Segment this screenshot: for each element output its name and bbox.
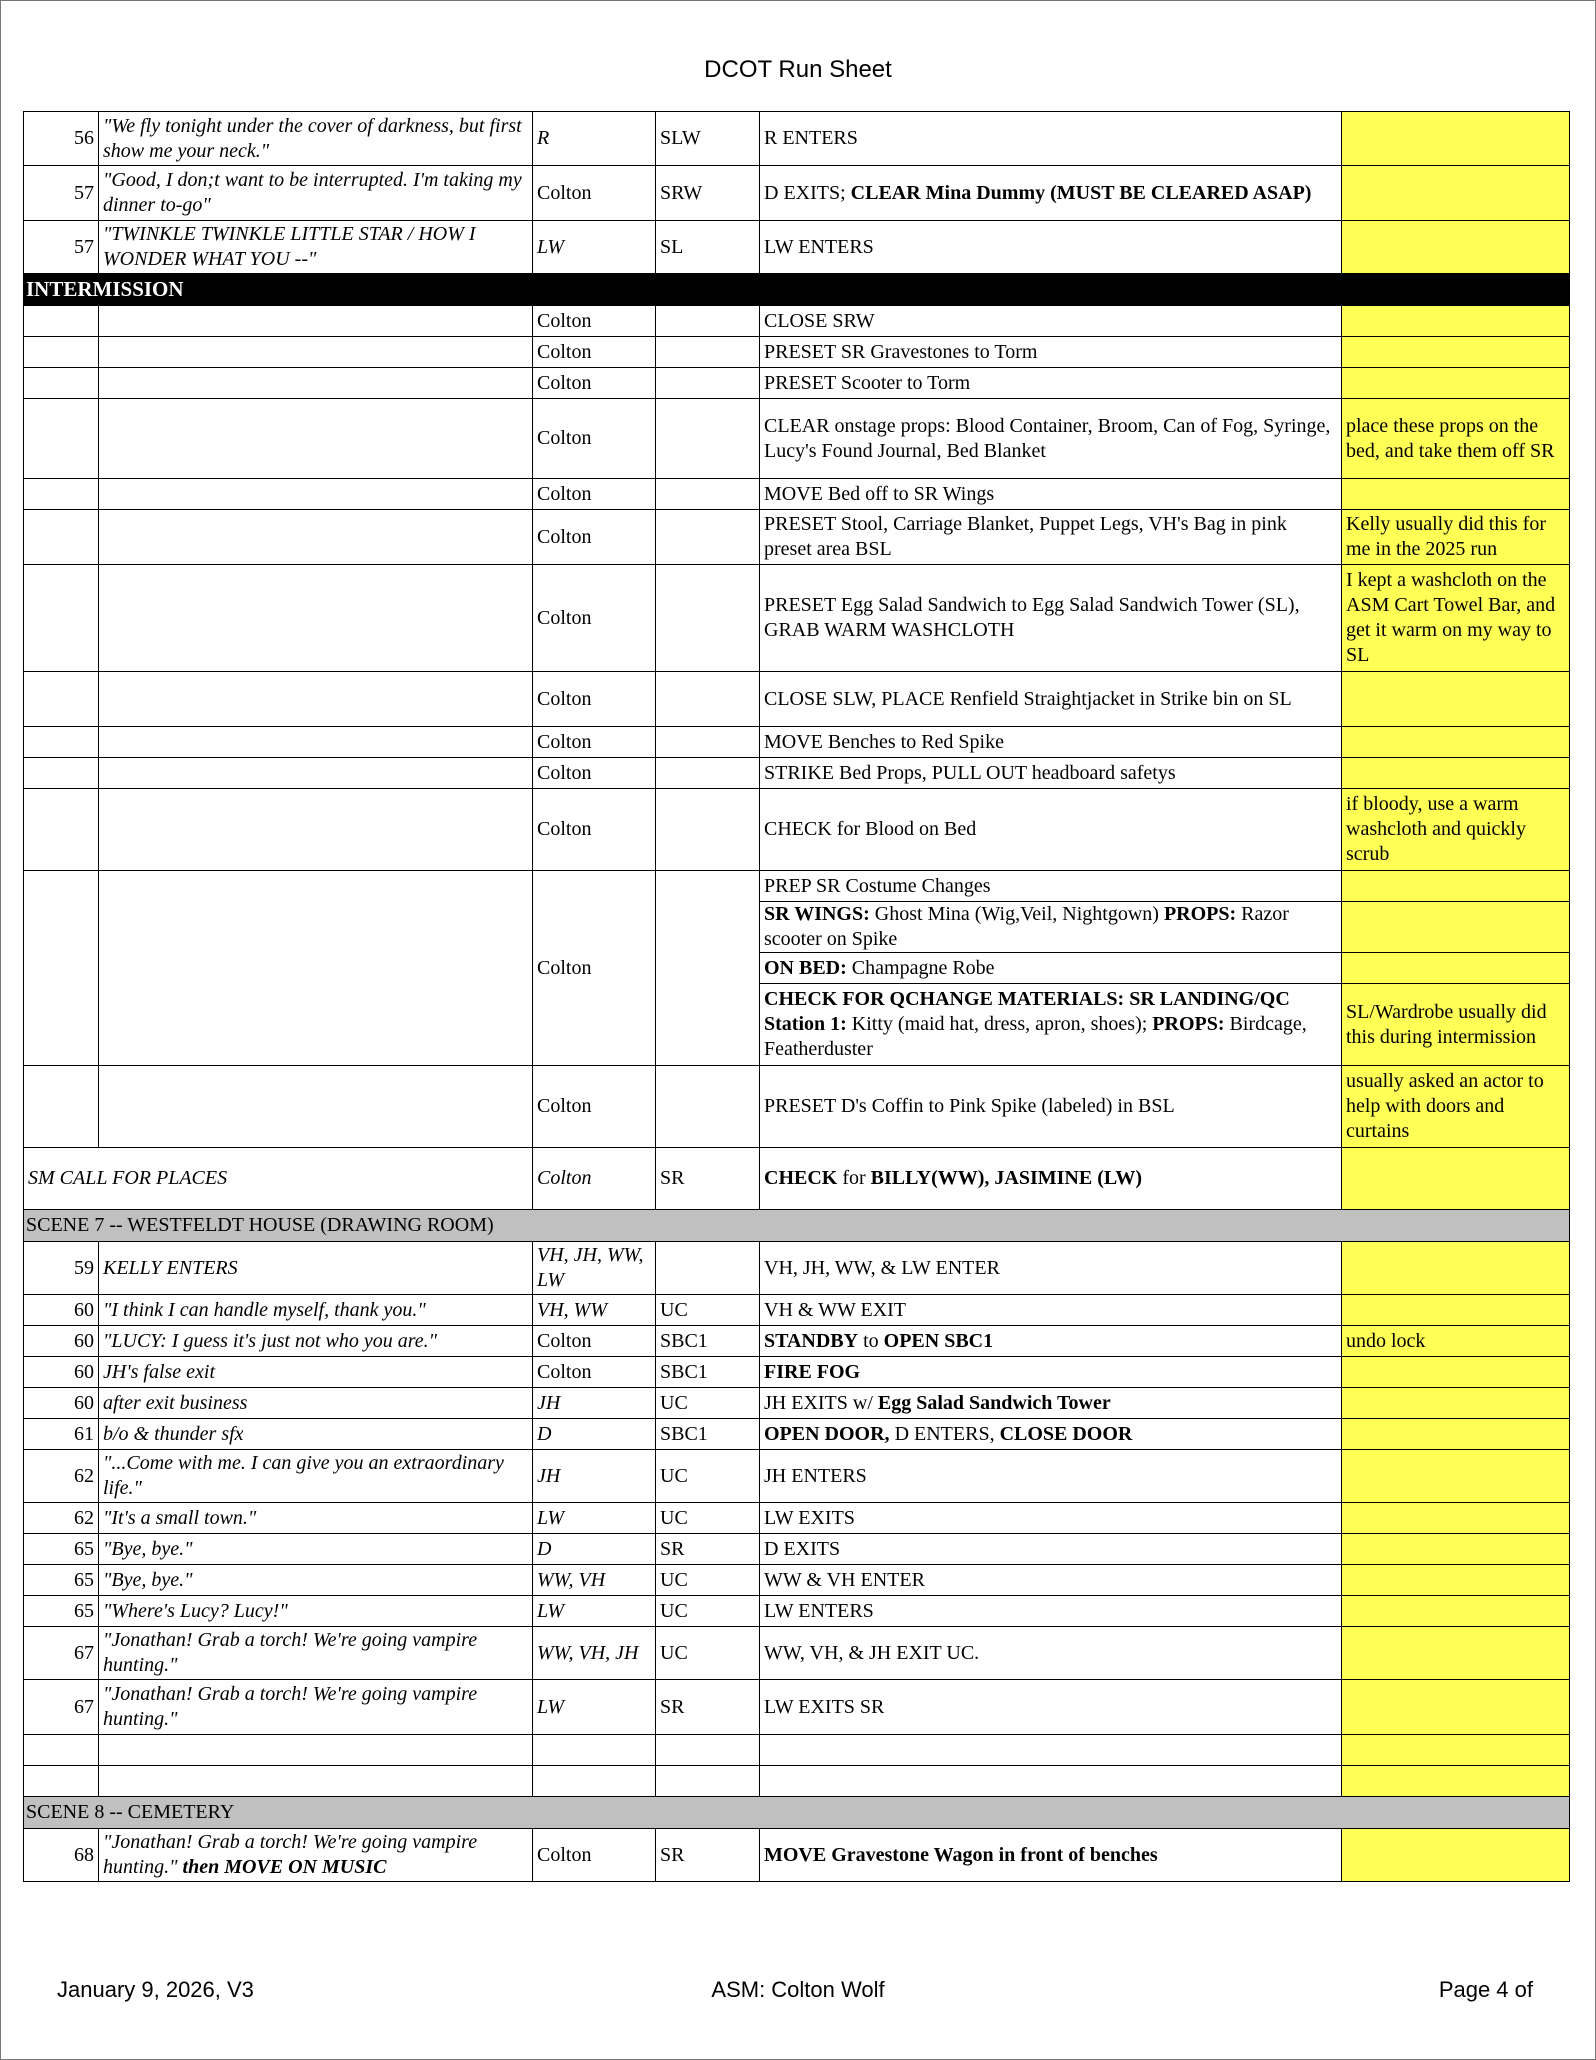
who-cell: Colton — [533, 1357, 656, 1388]
table-row — [24, 510, 1570, 565]
location-cell: SR — [656, 1829, 760, 1882]
action-cell — [760, 1388, 1342, 1419]
footer-page-number: Page 4 of — [1438, 1977, 1533, 2002]
who-cell: Colton — [533, 510, 656, 565]
location-cell: UC — [656, 1627, 760, 1680]
action-bold: OPEN SBC1 — [883, 1329, 994, 1352]
table-row — [24, 1534, 1570, 1565]
action-cell: MOVE Benches to Red Spike — [760, 727, 1342, 758]
cue-line: "We fly tonight under the cover of darkness, but first show me your neck." — [99, 112, 533, 166]
cue-line: b/o & thunder sfx — [99, 1419, 533, 1450]
who-cell: Colton — [533, 479, 656, 510]
who-cell: LW — [533, 221, 656, 274]
table-row — [24, 1680, 1570, 1735]
who-cell: Colton — [533, 306, 656, 337]
note-cell — [1342, 166, 1570, 221]
note-cell — [1342, 902, 1570, 953]
note-cell — [1342, 1829, 1570, 1882]
who-cell: Colton — [533, 399, 656, 479]
table-row — [24, 368, 1570, 399]
action-cell: LW EXITS SR — [760, 1680, 1342, 1735]
note-cell: if bloody, use a warm washcloth and quickly scrub — [1342, 789, 1570, 871]
action-text: D ENTERS, — [889, 1422, 1000, 1445]
table-row — [24, 1066, 1570, 1148]
action-cell — [760, 953, 1342, 984]
table-row — [24, 1735, 1570, 1766]
table-row — [24, 1829, 1570, 1882]
action-bold: OPEN DOOR, — [764, 1422, 890, 1445]
note-cell: undo lock — [1342, 1326, 1570, 1357]
note-cell — [1342, 112, 1570, 166]
action-cell — [760, 166, 1342, 221]
cue-line — [99, 1829, 533, 1882]
note-cell — [1342, 1357, 1570, 1388]
table-row — [24, 1295, 1570, 1326]
action-text: Birdcage, Featherduster — [764, 1013, 1307, 1060]
location-cell: SL — [656, 221, 760, 274]
table-row — [24, 1627, 1570, 1680]
action-cell: PRESET Scooter to Torm — [760, 368, 1342, 399]
cue-number: 67 — [24, 1680, 99, 1735]
location-cell: SRW — [656, 166, 760, 221]
scene-header — [24, 1210, 1570, 1242]
action-bold: CHECK FOR QCHANGE MATERIALS: SR LANDING/QC Station 1: — [764, 988, 1290, 1035]
note-cell — [1342, 1565, 1570, 1596]
action-cell: CHECK for Blood on Bed — [760, 789, 1342, 871]
note-cell — [1342, 672, 1570, 727]
note-cell — [1342, 953, 1570, 984]
location-cell — [656, 1242, 760, 1295]
who-cell: Colton — [533, 672, 656, 727]
note-cell — [1342, 1680, 1570, 1735]
cue-line: KELLY ENTERS — [99, 1242, 533, 1295]
action-bold: CLEAR Mina Dummy (MUST BE CLEARED ASAP) — [850, 181, 1312, 204]
location-cell: UC — [656, 1596, 760, 1627]
table-row — [24, 399, 1570, 479]
table-row — [24, 758, 1570, 789]
action-cell: MOVE Bed off to SR Wings — [760, 479, 1342, 510]
note-cell — [1342, 1627, 1570, 1680]
action-cell — [760, 1326, 1342, 1357]
who-cell: Colton — [533, 166, 656, 221]
action-text: Ghost Mina (Wig,Veil, Nightgown) — [869, 903, 1164, 925]
note-cell — [1342, 337, 1570, 368]
note-cell — [1342, 1735, 1570, 1766]
table-row — [24, 1326, 1570, 1357]
action-cell: VH, JH, WW, & LW ENTER — [760, 1242, 1342, 1295]
cue-line: "Jonathan! Grab a torch! We're going vampire hunting." — [99, 1680, 533, 1735]
location-cell: SBC1 — [656, 1419, 760, 1450]
cue-number: 60 — [24, 1357, 99, 1388]
action-cell: VH & WW EXIT — [760, 1295, 1342, 1326]
action-cell: LW ENTERS — [760, 1596, 1342, 1627]
who-cell: WW, VH — [533, 1565, 656, 1596]
who-cell: VH, WW — [533, 1295, 656, 1326]
action-bold: Egg Salad Sandwich Tower — [877, 1391, 1111, 1414]
location-cell: SR — [656, 1148, 760, 1210]
table-row — [24, 306, 1570, 337]
note-cell: Kelly usually did this for me in the 2025 run — [1342, 510, 1570, 565]
cue-number: 57 — [24, 221, 99, 274]
note-cell: place these props on the bed, and take them off SR — [1342, 399, 1570, 479]
who-cell: Colton — [533, 565, 656, 672]
action-cell — [760, 1148, 1342, 1210]
action-text: Kitty (maid hat, dress, apron, shoes); — [846, 1013, 1153, 1035]
action-cell: CLOSE SRW — [760, 306, 1342, 337]
who-cell: LW — [533, 1503, 656, 1534]
table-row — [24, 1242, 1570, 1295]
action-bold: MOVE Gravestone Wagon in front of benches — [764, 1843, 1158, 1866]
cue-number: 57 — [24, 166, 99, 221]
table-row — [24, 337, 1570, 368]
run-sheet-table — [23, 111, 1570, 1882]
who-cell: D — [533, 1534, 656, 1565]
note-cell — [1342, 1242, 1570, 1295]
location-cell: UC — [656, 1388, 760, 1419]
cue-number: 60 — [24, 1326, 99, 1357]
table-row — [24, 789, 1570, 871]
table-row — [24, 672, 1570, 727]
table-row — [24, 1450, 1570, 1503]
location-cell: UC — [656, 1295, 760, 1326]
location-cell: SLW — [656, 112, 760, 166]
note-cell: SL/Wardrobe usually did this during intermission — [1342, 984, 1570, 1066]
who-cell: Colton — [533, 1829, 656, 1882]
action-cell: STRIKE Bed Props, PULL OUT headboard safetys — [760, 758, 1342, 789]
cue-line: "It's a small town." — [99, 1503, 533, 1534]
action-bold: PROPS: — [1152, 1013, 1225, 1035]
cue-number: 56 — [24, 112, 99, 166]
cue-line: after exit business — [99, 1388, 533, 1419]
scene-header — [24, 1797, 1570, 1829]
cue-line: SM CALL FOR PLACES — [24, 1148, 533, 1210]
action-cell: PRESET D's Coffin to Pink Spike (labeled) in BSL — [760, 1066, 1342, 1148]
cue-text: "Jonathan! Grab a torch! We're going vampire hunting." — [103, 1831, 478, 1878]
action-cell: PRESET Egg Salad Sandwich to Egg Salad Sandwich Tower (SL), GRAB WARM WASHCLOTH — [760, 565, 1342, 672]
who-cell: VH, JH, WW, LW — [533, 1242, 656, 1295]
action-cell: WW & VH ENTER — [760, 1565, 1342, 1596]
action-cell — [760, 984, 1342, 1066]
table-row — [24, 1388, 1570, 1419]
note-cell — [1342, 1388, 1570, 1419]
table-row — [24, 565, 1570, 672]
who-cell: LW — [533, 1596, 656, 1627]
note-cell — [1342, 1419, 1570, 1450]
note-cell — [1342, 221, 1570, 274]
intermission-label: INTERMISSION — [24, 274, 1570, 306]
action-cell: D EXITS — [760, 1534, 1342, 1565]
action-cell — [760, 1829, 1342, 1882]
who-cell: Colton — [533, 1326, 656, 1357]
action-text: to — [858, 1329, 884, 1352]
location-cell: SBC1 — [656, 1326, 760, 1357]
note-cell — [1342, 727, 1570, 758]
action-bold: CLOSE DOOR — [999, 1422, 1133, 1445]
footer-asm: ASM: Colton Wolf — [711, 1977, 885, 2002]
table-row — [24, 479, 1570, 510]
note-cell — [1342, 1596, 1570, 1627]
action-bold: PROPS: — [1163, 903, 1237, 925]
location-cell: UC — [656, 1503, 760, 1534]
table-row — [24, 871, 1570, 902]
table-row — [24, 1148, 1570, 1210]
note-cell — [1342, 306, 1570, 337]
note-cell — [1342, 368, 1570, 399]
action-bold: CHECK — [764, 1167, 838, 1189]
cue-number: 61 — [24, 1419, 99, 1450]
action-text: Champagne Robe — [846, 956, 995, 979]
cue-line: "Bye, bye." — [99, 1534, 533, 1565]
action-cell: CLOSE SLW, PLACE Renfield Straightjacket in Strike bin on SL — [760, 672, 1342, 727]
scene-title: SCENE 8 -- CEMETERY — [24, 1797, 1570, 1829]
cue-number: 67 — [24, 1627, 99, 1680]
footer-date: January 9, 2026, V3 — [57, 1977, 254, 2002]
who-cell: Colton — [533, 337, 656, 368]
action-cell: PREP SR Costume Changes — [760, 871, 1342, 902]
cue-number: 65 — [24, 1565, 99, 1596]
action-bold: ON BED: — [764, 956, 847, 979]
cue-line: "Where's Lucy? Lucy!" — [99, 1596, 533, 1627]
note-cell — [1342, 1148, 1570, 1210]
note-cell — [1342, 1450, 1570, 1503]
cue-number: 60 — [24, 1388, 99, 1419]
table-row — [24, 1419, 1570, 1450]
cue-number: 65 — [24, 1596, 99, 1627]
cue-number: 68 — [24, 1829, 99, 1882]
note-cell — [1342, 871, 1570, 902]
note-cell — [1342, 1534, 1570, 1565]
cue-line: "Jonathan! Grab a torch! We're going vampire hunting." — [99, 1627, 533, 1680]
table-row — [24, 221, 1570, 274]
intermission-header — [24, 274, 1570, 306]
who-cell: LW — [533, 1680, 656, 1735]
table-row — [24, 166, 1570, 221]
action-cell: CLEAR onstage props: Blood Container, Broom, Can of Fog, Syringe, Lucy's Found Journal, Bed Blanket — [760, 399, 1342, 479]
location-cell: UC — [656, 1565, 760, 1596]
cue-number: 60 — [24, 1295, 99, 1326]
table-row — [24, 1596, 1570, 1627]
cue-line: "I think I can handle myself, thank you." — [99, 1295, 533, 1326]
who-cell: WW, VH, JH — [533, 1627, 656, 1680]
action-bold: STANDBY — [764, 1329, 859, 1352]
table-row — [24, 1503, 1570, 1534]
action-cell — [760, 1419, 1342, 1450]
who-cell: Colton — [533, 368, 656, 399]
note-cell — [1342, 1766, 1570, 1797]
cue-line: "Good, I don;t want to be interrupted. I'm taking my dinner to-go" — [99, 166, 533, 221]
table-row — [24, 727, 1570, 758]
table-row — [24, 1565, 1570, 1596]
location-cell: SR — [656, 1534, 760, 1565]
action-cell: LW EXITS — [760, 1503, 1342, 1534]
page-title: DCOT Run Sheet — [704, 56, 892, 83]
cue-line: JH's false exit — [99, 1357, 533, 1388]
cue-line: "LUCY: I guess it's just not who you are." — [99, 1326, 533, 1357]
cue-number: 65 — [24, 1534, 99, 1565]
cue-line: "TWINKLE TWINKLE LITTLE STAR / HOW I WONDER WHAT YOU --" — [99, 221, 533, 274]
action-text: D EXITS; — [764, 181, 851, 204]
cue-line: "...Come with me. I can give you an extraordinary life." — [99, 1450, 533, 1503]
action-cell: LW ENTERS — [760, 221, 1342, 274]
location-cell: UC — [656, 1450, 760, 1503]
action-cell — [760, 902, 1342, 953]
cue-bold: then MOVE ON MUSIC — [177, 1856, 387, 1878]
action-cell: WW, VH, & JH EXIT UC. — [760, 1627, 1342, 1680]
cue-line: "Bye, bye." — [99, 1565, 533, 1596]
scene-title: SCENE 7 -- WESTFELDT HOUSE (DRAWING ROOM) — [24, 1210, 1570, 1242]
note-cell: I kept a washcloth on the ASM Cart Towel Bar, and get it warm on my way to SL — [1342, 565, 1570, 672]
who-cell: Colton — [533, 727, 656, 758]
who-cell: Colton — [533, 1066, 656, 1148]
cue-number: 62 — [24, 1503, 99, 1534]
action-bold: FIRE FOG — [764, 1360, 861, 1383]
action-cell: PRESET Stool, Carriage Blanket, Puppet Legs, VH's Bag in pink preset area BSL — [760, 510, 1342, 565]
action-cell: JH ENTERS — [760, 1450, 1342, 1503]
who-cell: R — [533, 112, 656, 166]
action-text: JH EXITS w/ — [764, 1391, 878, 1414]
action-cell — [760, 1357, 1342, 1388]
who-cell: D — [533, 1419, 656, 1450]
table-row — [24, 112, 1570, 166]
who-cell: JH — [533, 1450, 656, 1503]
who-cell: Colton — [533, 789, 656, 871]
table-row — [24, 1357, 1570, 1388]
who-cell: Colton — [533, 871, 656, 1066]
note-cell: usually asked an actor to help with doors and curtains — [1342, 1066, 1570, 1148]
action-bold: BILLY(WW), JASIMINE (LW) — [870, 1167, 1143, 1189]
cue-number: 62 — [24, 1450, 99, 1503]
who-cell: Colton — [533, 758, 656, 789]
action-text: for — [837, 1167, 871, 1189]
action-cell: PRESET SR Gravestones to Torm — [760, 337, 1342, 368]
location-cell: SR — [656, 1680, 760, 1735]
table-row — [24, 1766, 1570, 1797]
note-cell — [1342, 1503, 1570, 1534]
action-cell: R ENTERS — [760, 112, 1342, 166]
note-cell — [1342, 1295, 1570, 1326]
who-cell: Colton — [533, 1148, 656, 1210]
action-bold: SR WINGS: — [764, 903, 870, 925]
location-cell: SBC1 — [656, 1357, 760, 1388]
note-cell — [1342, 479, 1570, 510]
action-text: Razor scooter on Spike — [764, 903, 1289, 950]
note-cell — [1342, 758, 1570, 789]
who-cell: JH — [533, 1388, 656, 1419]
cue-number: 59 — [24, 1242, 99, 1295]
